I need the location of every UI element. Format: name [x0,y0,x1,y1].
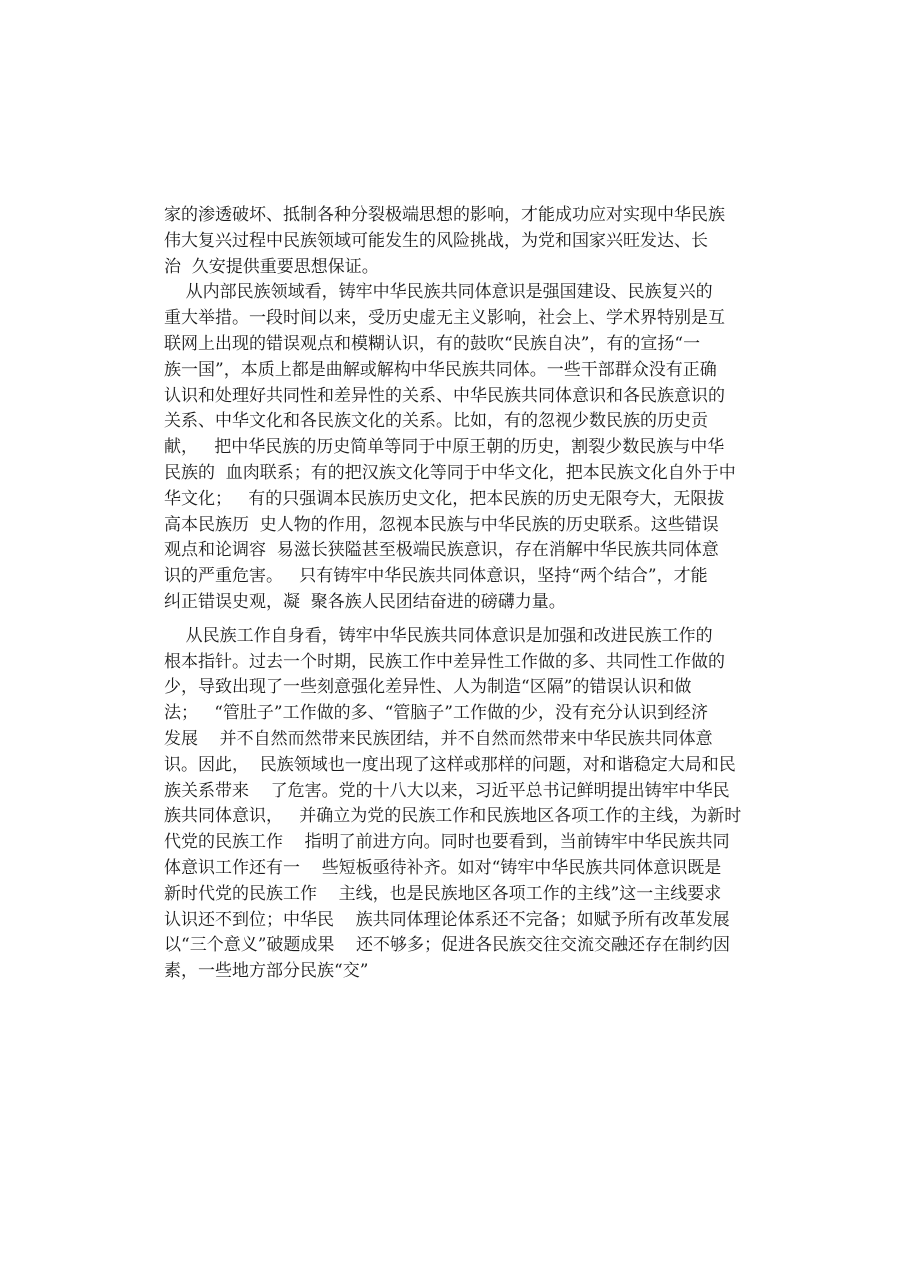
text-line: 新时代党的民族工作 主线，也是民族地区各项工作的主线”这一主线要求 [164,883,722,904]
text-line: 体意识工作还有一 些短板亟待补齐。如对“铸牢中华民族共同体意识既是 [164,857,722,878]
text-line: 认识和处理好共同性和差异性的关系、中华民族共同体意识和各民族意识的 [164,385,725,406]
text-line: 联网上出现的错误观点和模糊认识，有的鼓吹“民族自决”，有的宣扬“一 [164,333,701,354]
text-line: 根本指针。过去一个时期，民族工作中差异性工作做的多、共同性工作做的 [164,651,725,672]
text-line: 华文化； 有的只强调本民族历史文化，把本民族的历史无限夸大，无限拔 [164,488,725,509]
text-line: 认识还不到位；中华民 族共同体理论体系还不完备；如赋予所有改革发展 [164,909,730,930]
paragraph-1 [164,203,764,280]
text-line: 伟大复兴过程中民族领域可能发生的风险挑战，为党和国家兴旺发达、长 [164,230,708,251]
text-line: 关系、中华文化和各民族文化的关系。比如，有的忽视少数民族的历史贡 [164,411,708,432]
text-line: 少，导致出现了一些刻意强化差异性、人为制造“区隔”的错误认识和做 [164,677,692,698]
text-line: 族关系带来 了危害。党的十八大以来，习近平总书记鲜明提出铸牢中华民 [164,780,730,801]
text-line: 代党的民族工作 指明了前进方向。同时也要看到，当前铸牢中华民族共同 [164,832,730,853]
text-line: 观点和论调容 易滋长狭隘甚至极端民族意识，存在消解中华民族共同体意 [164,540,719,561]
document-body [164,203,764,985]
text-line: 族一国”，本质上都是曲解或解构中华民族共同体。一些干部群众没有正确 [164,359,717,380]
text-line: 识的严重危害。 只有铸牢中华民族共同体意识，坚持“两个结合”，才能 [164,566,708,587]
text-line: 重大举措。一段时间以来，受历史虚无主义影响，社会上、学术界特别是互 [164,308,725,329]
text-line: 族共同体意识， 并确立为党的民族工作和民族地区各项工作的主线，为新时 [164,806,742,827]
text-line: 识。因此， 民族领域也一度出现了这样或那样的问题，对和谐稳定大局和民 [164,754,736,775]
text-line: 高本民族历 史人物的作用，忽视本民族与中华民族的历史联系。这些错误 [164,514,719,535]
text-line: 发展 并不自然而然带来民族团结，并不自然而然带来中华民族共同体意 [164,728,713,749]
text-line: 从民族工作自身看，铸牢中华民族共同体意识是加强和改进民族工作的 [164,625,713,646]
text-line: 纠正错误史观，凝 聚各族人民团结奋进的磅礴力量。 [164,591,566,612]
text-line: 以“三个意义”破题成果 还不够多；促进各民族交往交流交融还存在制约因 [164,935,730,956]
paragraph-3 [164,624,764,985]
text-line: 献， 把中华民族的历史简单等同于中原王朝的历史，割裂少数民族与中华 [164,437,725,458]
text-line: 民族的 血肉联系；有的把汉族文化等同于中华文化，把本民族文化自外于中 [164,462,736,483]
text-line: 素，一些地方部分民族“交” [164,961,369,982]
text-line: 治 久安提供重要思想保证。 [164,256,379,277]
text-line: 从内部民族领域看，铸牢中华民族共同体意识是强国建设、民族复兴的 [164,282,713,303]
text-line: 法； “管肚子”工作做的多、“管脑子”工作做的少，没有充分认识到经济 [164,703,708,724]
text-line: 家的渗透破坏、抵制各种分裂极端思想的影响，才能成功应对实现中华民族 [164,205,725,225]
paragraph-2 [164,280,764,615]
